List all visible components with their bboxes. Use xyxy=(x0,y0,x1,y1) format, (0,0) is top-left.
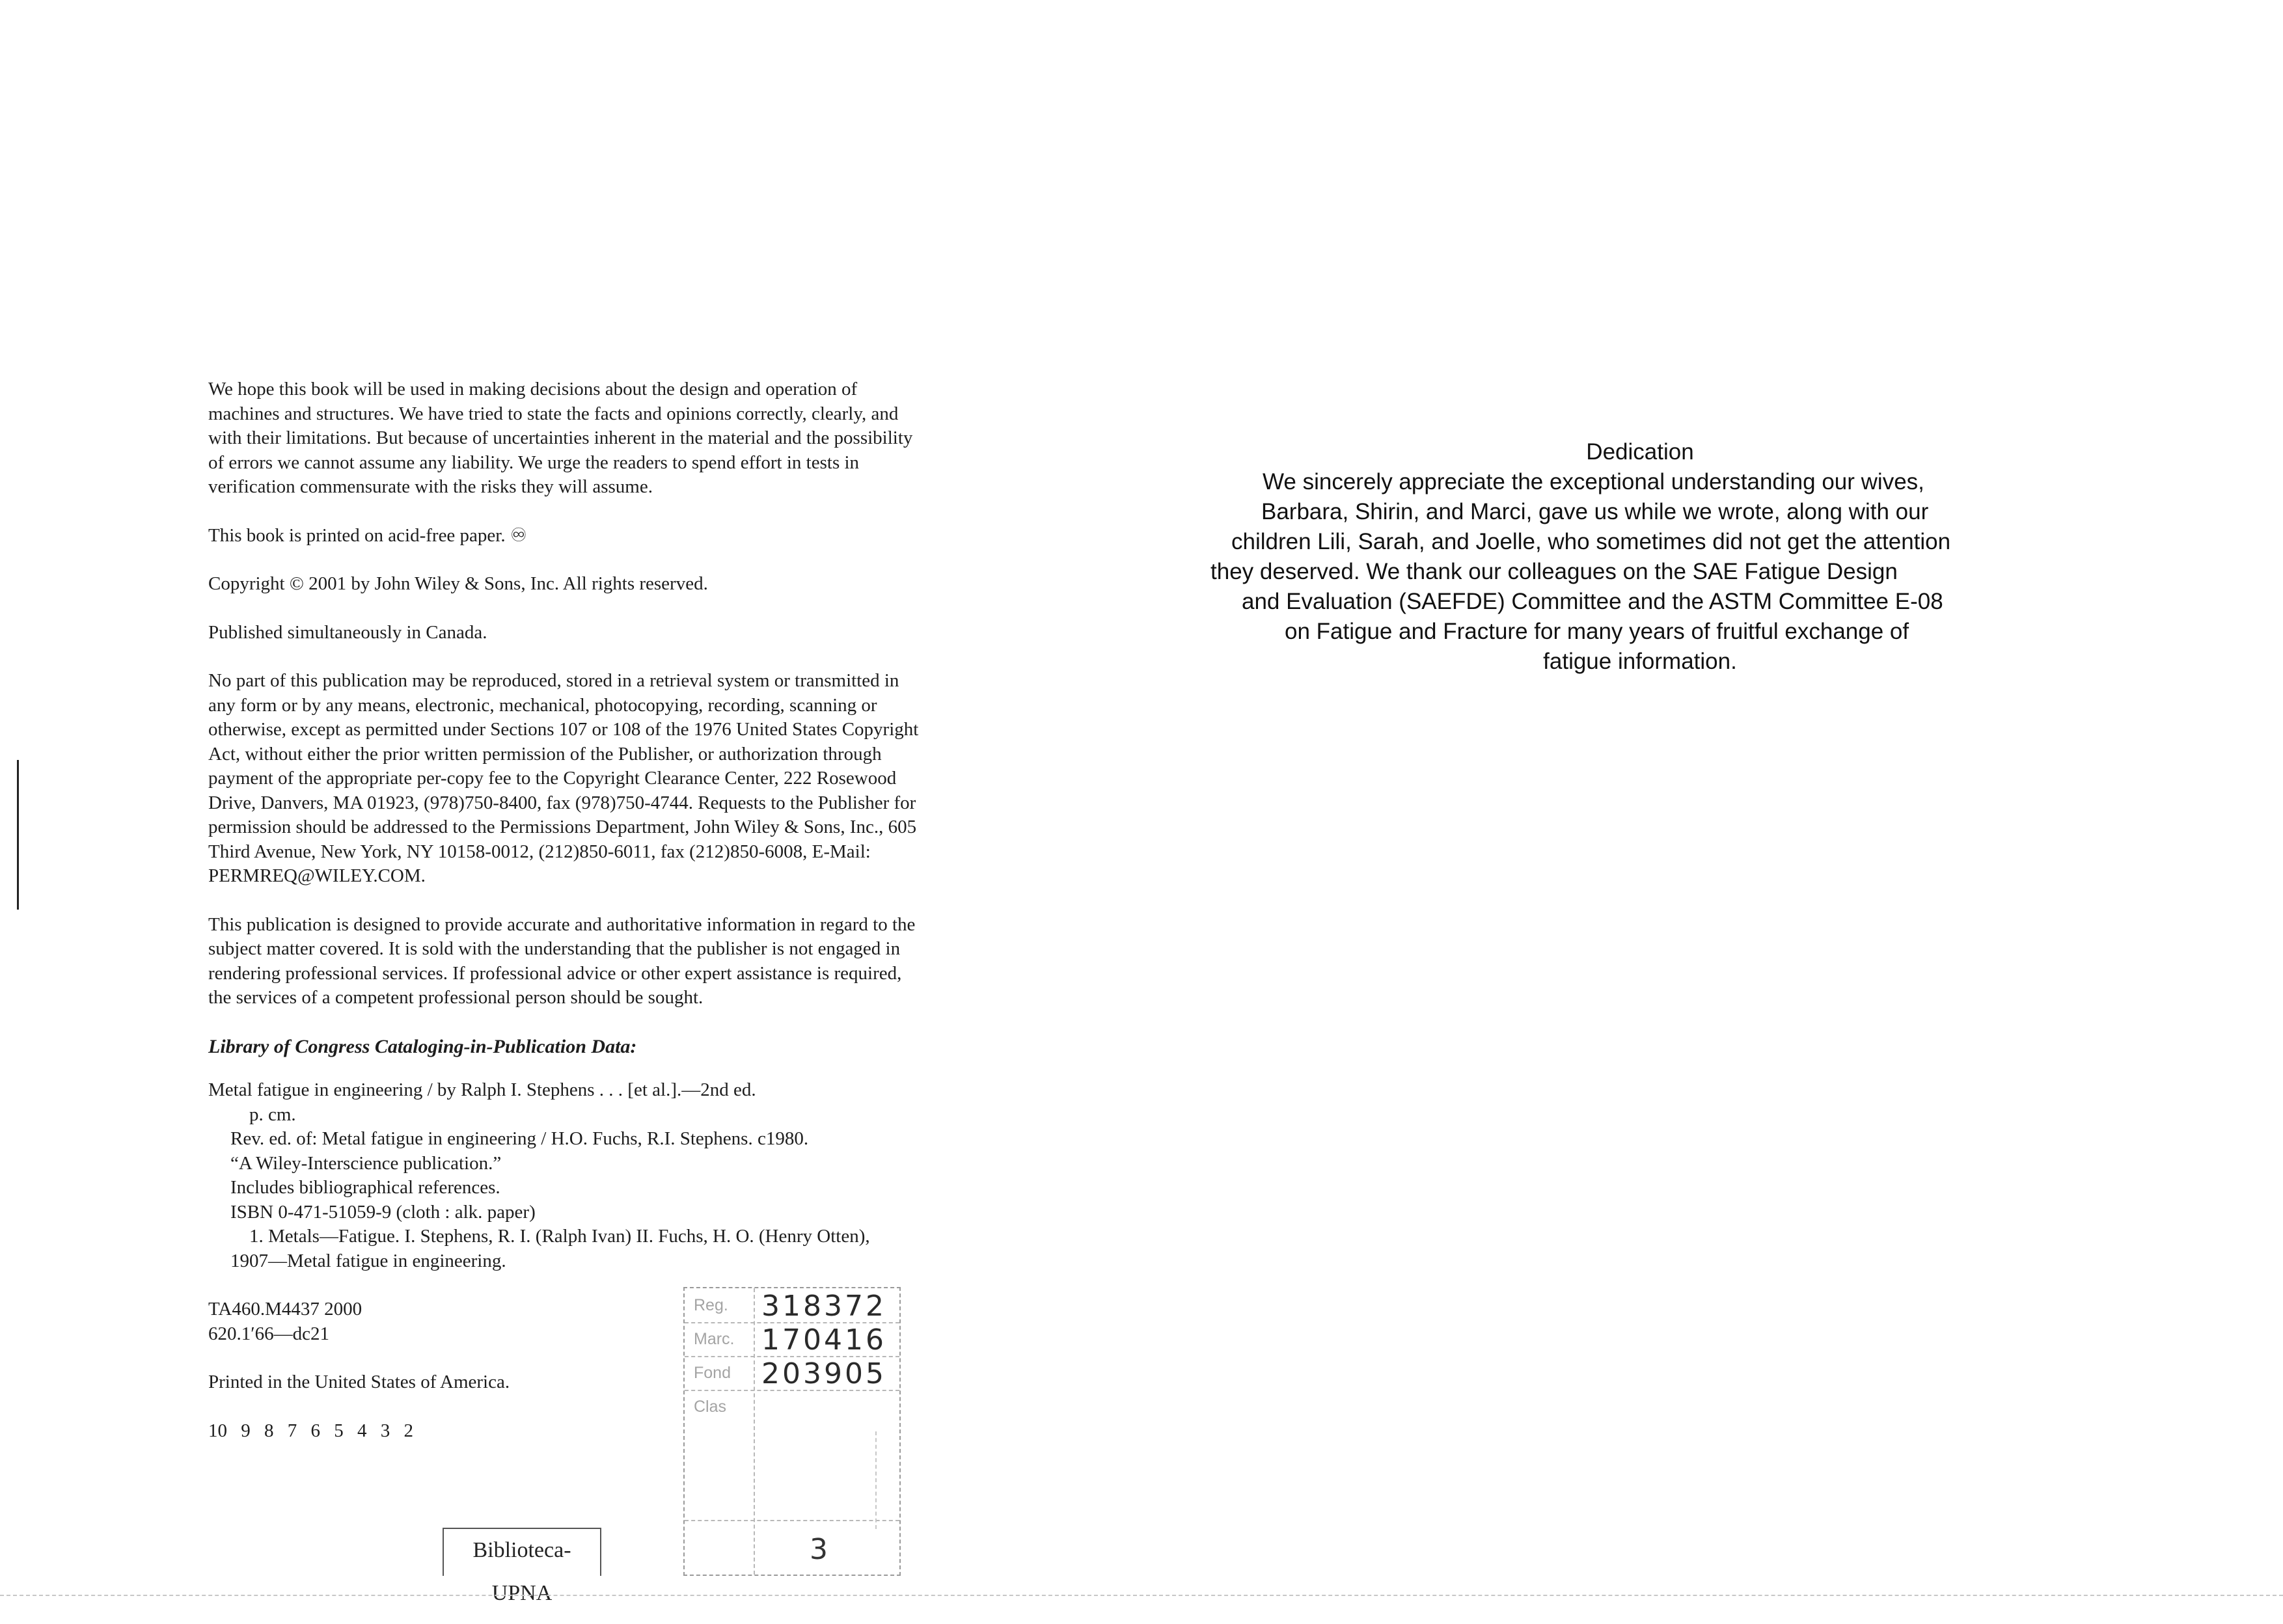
cip-line: 1907—Metal fatigue in engineering. xyxy=(230,1250,506,1271)
dedication-line: and Evaluation (SAEFDE) Committee and the ASTM Committee E-08 xyxy=(1242,589,1943,614)
dedication-line: children Lili, Sarah, and Joelle, who sometimes did not get the attention xyxy=(1231,529,1951,554)
call-number: TA460.M4437 2000 xyxy=(208,1299,362,1320)
text-line: verification commensurate with the risks they will assume. xyxy=(208,476,653,497)
cip-line: p. cm. xyxy=(249,1103,296,1125)
text-line: with their limitations. But because of uncertainties inherent in the material and the possibility xyxy=(208,427,913,448)
cip-heading: Library of Congress Cataloging-in-Publication Data: xyxy=(208,1035,637,1057)
text-line: Drive, Danvers, MA 01923, (978)750-8400, fax (978)750-4744. Requests to the Publisher for xyxy=(208,792,916,813)
dedication-line: they deserved. We thank our colleagues on the SAE Fatigue Design xyxy=(1210,559,1898,584)
cip-line: “A Wiley-Interscience publication.” xyxy=(230,1152,502,1174)
library-registration-stamp xyxy=(683,1287,901,1576)
accuracy-paragraph xyxy=(208,913,1054,1010)
stamp-label: Fond xyxy=(694,1364,731,1382)
acid-free-note: This book is printed on acid-free paper. ♾ xyxy=(208,524,527,546)
page-bottom-dashed-edge xyxy=(0,1595,2283,1596)
library-label-stamp: Biblioteca-UPNA xyxy=(443,1528,601,1576)
cip-record xyxy=(208,1078,1054,1273)
dedication-line: fatigue information. xyxy=(1543,649,1737,674)
cip-line: ISBN 0-471-51059-9 (cloth : alk. paper) xyxy=(230,1201,536,1223)
text-line: PERMREQ@WILEY.COM. xyxy=(208,865,426,886)
text-line: otherwise, except as permitted under Sections 107 or 108 of the 1976 United States Copyright xyxy=(208,719,919,740)
text-line: Third Avenue, New York, NY 10158-0012, (212)850-6011, fax (212)850-6008, E-Mail: xyxy=(208,841,871,862)
permissions-paragraph xyxy=(208,669,1054,889)
stamp-value: 318372 xyxy=(761,1290,886,1323)
cip-line: Includes bibliographical references. xyxy=(230,1177,500,1198)
stamp-label: Clas xyxy=(694,1398,727,1416)
text-line: rendering professional services. If professional advice or other expert assistance is required, xyxy=(208,962,902,984)
dedication-line: on Fatigue and Fracture for many years of fruitful exchange of xyxy=(1285,619,1909,644)
text-line: payment of the appropriate per-copy fee to the Copyright Clearance Center, 222 Rosewood xyxy=(208,768,897,789)
stamp-value: 203905 xyxy=(761,1357,886,1390)
margin-scan-mark xyxy=(17,760,19,910)
cip-line: Rev. ed. of: Metal fatigue in engineering / H.O. Fuchs, R.I. Stephens. c1980. xyxy=(230,1128,809,1149)
text-line: permission should be addressed to the Permissions Department, John Wiley & Sons, Inc., 605 xyxy=(208,817,917,837)
cip-line: 1. Metals—Fatigue. I. Stephens, R. I. (Ralph Ivan) II. Fuchs, H. O. (Henry Otten), xyxy=(249,1226,870,1247)
stamp-label: Reg. xyxy=(694,1296,728,1314)
dedication-page xyxy=(1210,437,2044,677)
text-line: This publication is designed to provide accurate and authoritative information in regard to the xyxy=(208,914,916,935)
published-line: Published simultaneously in Canada. xyxy=(208,621,487,643)
text-line: of errors we cannot assume any liability. We urge the readers to spend effort in tests in xyxy=(208,452,860,473)
dedication-title: Dedication xyxy=(1586,439,1694,465)
text-line: any form or by any means, electronic, mechanical, photocopying, recording, scanning or xyxy=(208,694,877,716)
stamp-label: Marc. xyxy=(694,1330,735,1348)
dedication-line: We sincerely appreciate the exceptional understanding our wives, xyxy=(1263,469,1924,494)
stamp-value: 170416 xyxy=(761,1323,886,1357)
stamp-number: 3 xyxy=(810,1533,828,1566)
scan-dashed-line xyxy=(875,1431,877,1529)
text-line: subject matter covered. It is sold with the understanding that the publisher is not engaged in xyxy=(208,938,901,959)
dewey-number: 620.1′66—dc21 xyxy=(208,1323,329,1344)
text-line: machines and structures. We have tried to state the facts and opinions correctly, clearly, and xyxy=(208,403,899,424)
text-line: No part of this publication may be reproduced, stored in a retrieval system or transmitted in xyxy=(208,670,899,691)
text-line: the services of a competent professional person should be sought. xyxy=(208,987,704,1008)
text-line: Act, without either the prior written permission of the Publisher, or authorization through xyxy=(208,743,882,765)
copyright-page xyxy=(208,377,1054,1443)
cip-line: Metal fatigue in engineering / by Ralph I. Stephens . . . [et al.].—2nd ed. xyxy=(208,1079,756,1100)
printing-number-line: 10 9 8 7 6 5 4 3 2 xyxy=(208,1420,413,1441)
disclaimer-paragraph xyxy=(208,377,1054,500)
printed-in-line: Printed in the United States of America. xyxy=(208,1372,510,1392)
text-line: We hope this book will be used in making decisions about the design and operation of xyxy=(208,379,858,399)
dedication-line: Barbara, Shirin, and Marci, gave us while we wrote, along with our xyxy=(1261,499,1929,524)
copyright-line: Copyright © 2001 by John Wiley & Sons, Inc. All rights reserved. xyxy=(208,573,708,594)
